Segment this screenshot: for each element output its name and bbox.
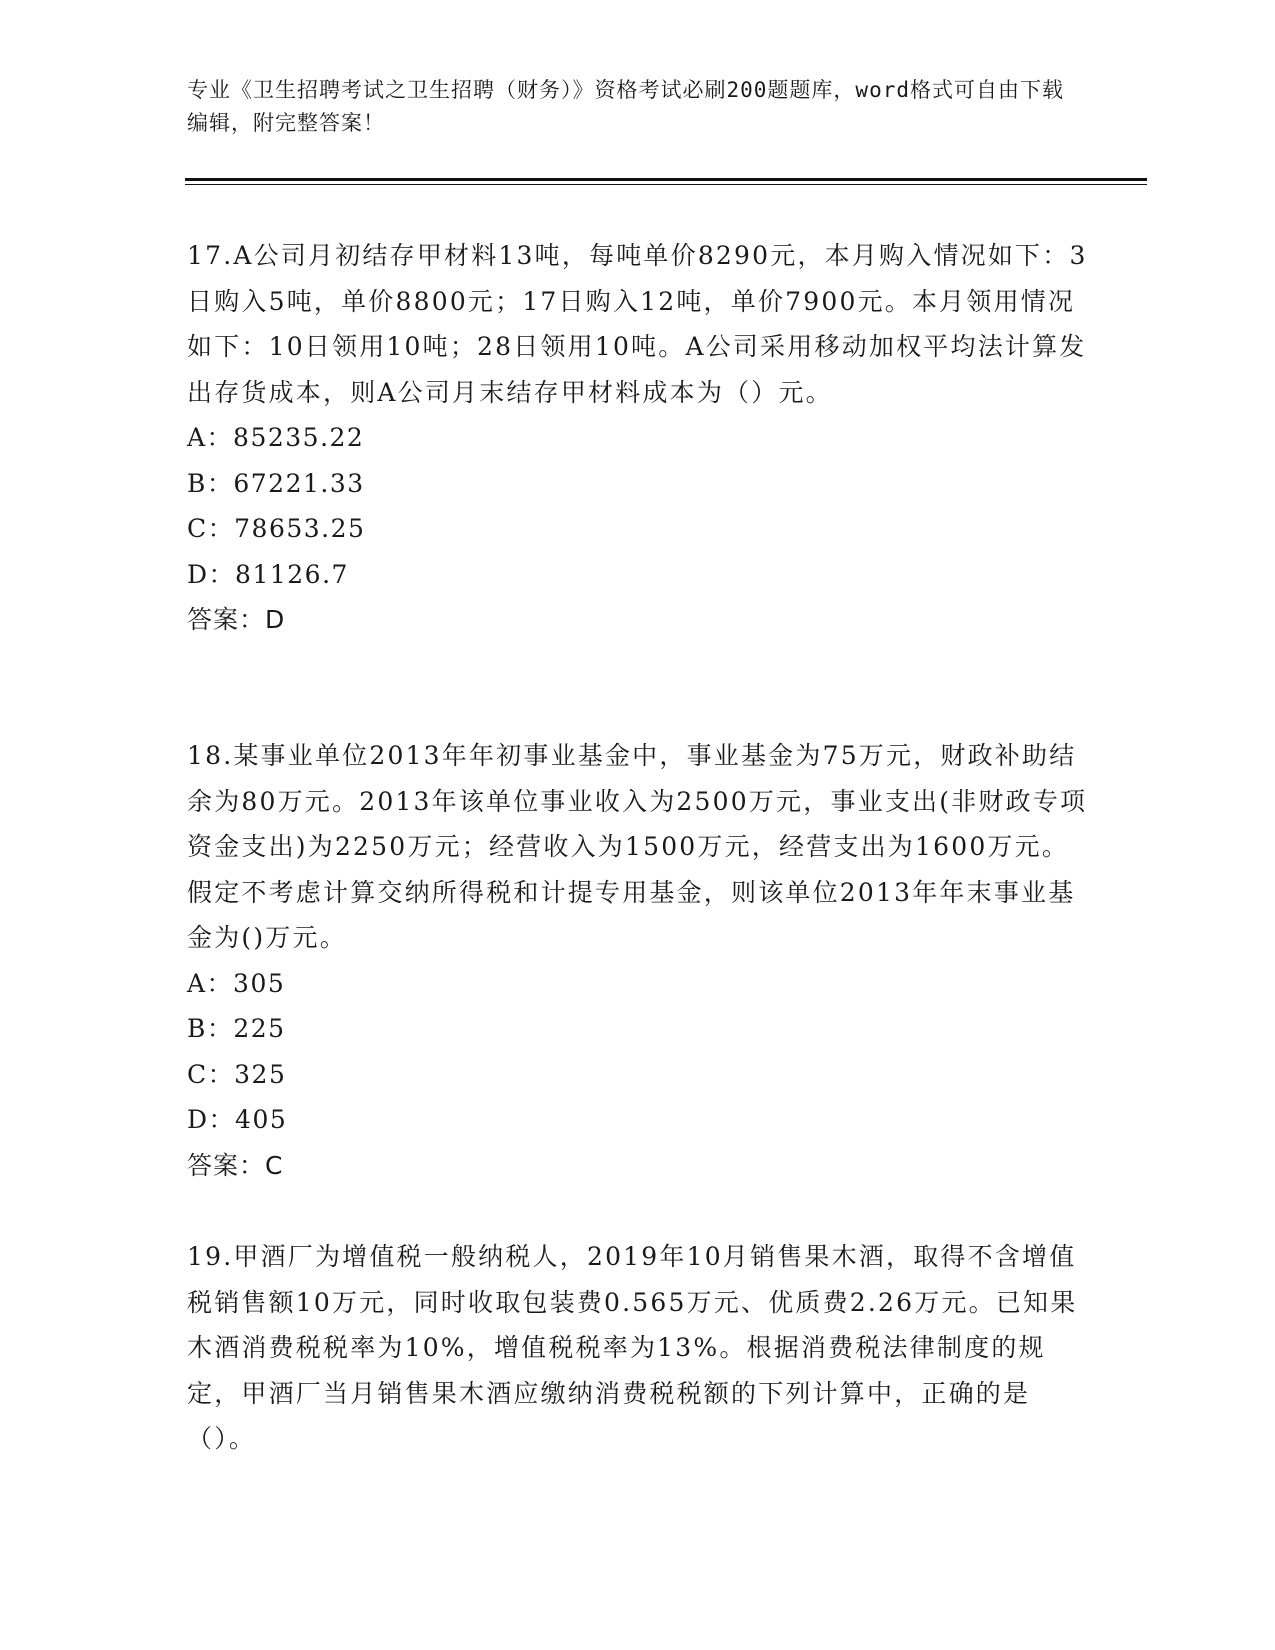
option-d: D：81126.7 — [187, 559, 349, 589]
option-b: B：67221.33 — [187, 468, 365, 498]
answer-line: 答案：D — [187, 605, 286, 634]
question-stem: 17.A公司月初结存甲材料13吨，每吨单价8290元，本月购入情况如下：3日购入5吨，单价8800元；17日购入12吨，单价7900元。本月领用情况如下：10日领用10吨；28日领用10吨。A公司采用移动加权平均法计算发出存货成本，则A公司月末结存甲材料成本为（）元。 — [187, 241, 1088, 407]
question-19 — [187, 1234, 1092, 1462]
option-d: D：405 — [187, 1105, 288, 1134]
option-a: A：85235.22 — [187, 423, 365, 452]
document-header: 专业《卫生招聘考试之卫生招聘（财务）》资格考试必刷200题题库，word格式可自由下载编辑，附完整答案！ — [187, 78, 1064, 135]
question-17 — [187, 233, 1092, 643]
option-b: B：225 — [187, 1014, 286, 1043]
question-stem: 19.甲酒厂为增值税一般纳税人，2019年10月销售果木酒，取得不含增值税销售额10万元，同时收取包装费0.565万元、优质费2.26万元。已知果木酒消费税税率为10%，增值税税率为13%。根据消费税法律制度的规定，甲酒厂当月销售果木酒应缴纳消费税税额的下列计算中，正确的是（）。 — [187, 1242, 1078, 1453]
option-a: A：305 — [187, 968, 286, 998]
option-c: C：325 — [187, 1059, 287, 1089]
header-divider-thin — [185, 184, 1147, 185]
answer-line: 答案：C — [187, 1150, 284, 1180]
option-c: C：78653.25 — [187, 514, 366, 543]
header-divider-thick — [185, 178, 1147, 181]
question-18 — [187, 733, 1092, 1188]
question-stem: 18.某事业单位2013年年初事业基金中，事业基金为75万元，财政补助结余为80万元。2013年该单位事业收入为2500万元，事业支出(非财政专项资金支出)为2250万元；经营收入为1500万元，经营支出为1600万元。假定不考虑计算交纳所得税和计提专用基金，则该单位2013年年末事业基金为()万元。 — [187, 741, 1088, 952]
